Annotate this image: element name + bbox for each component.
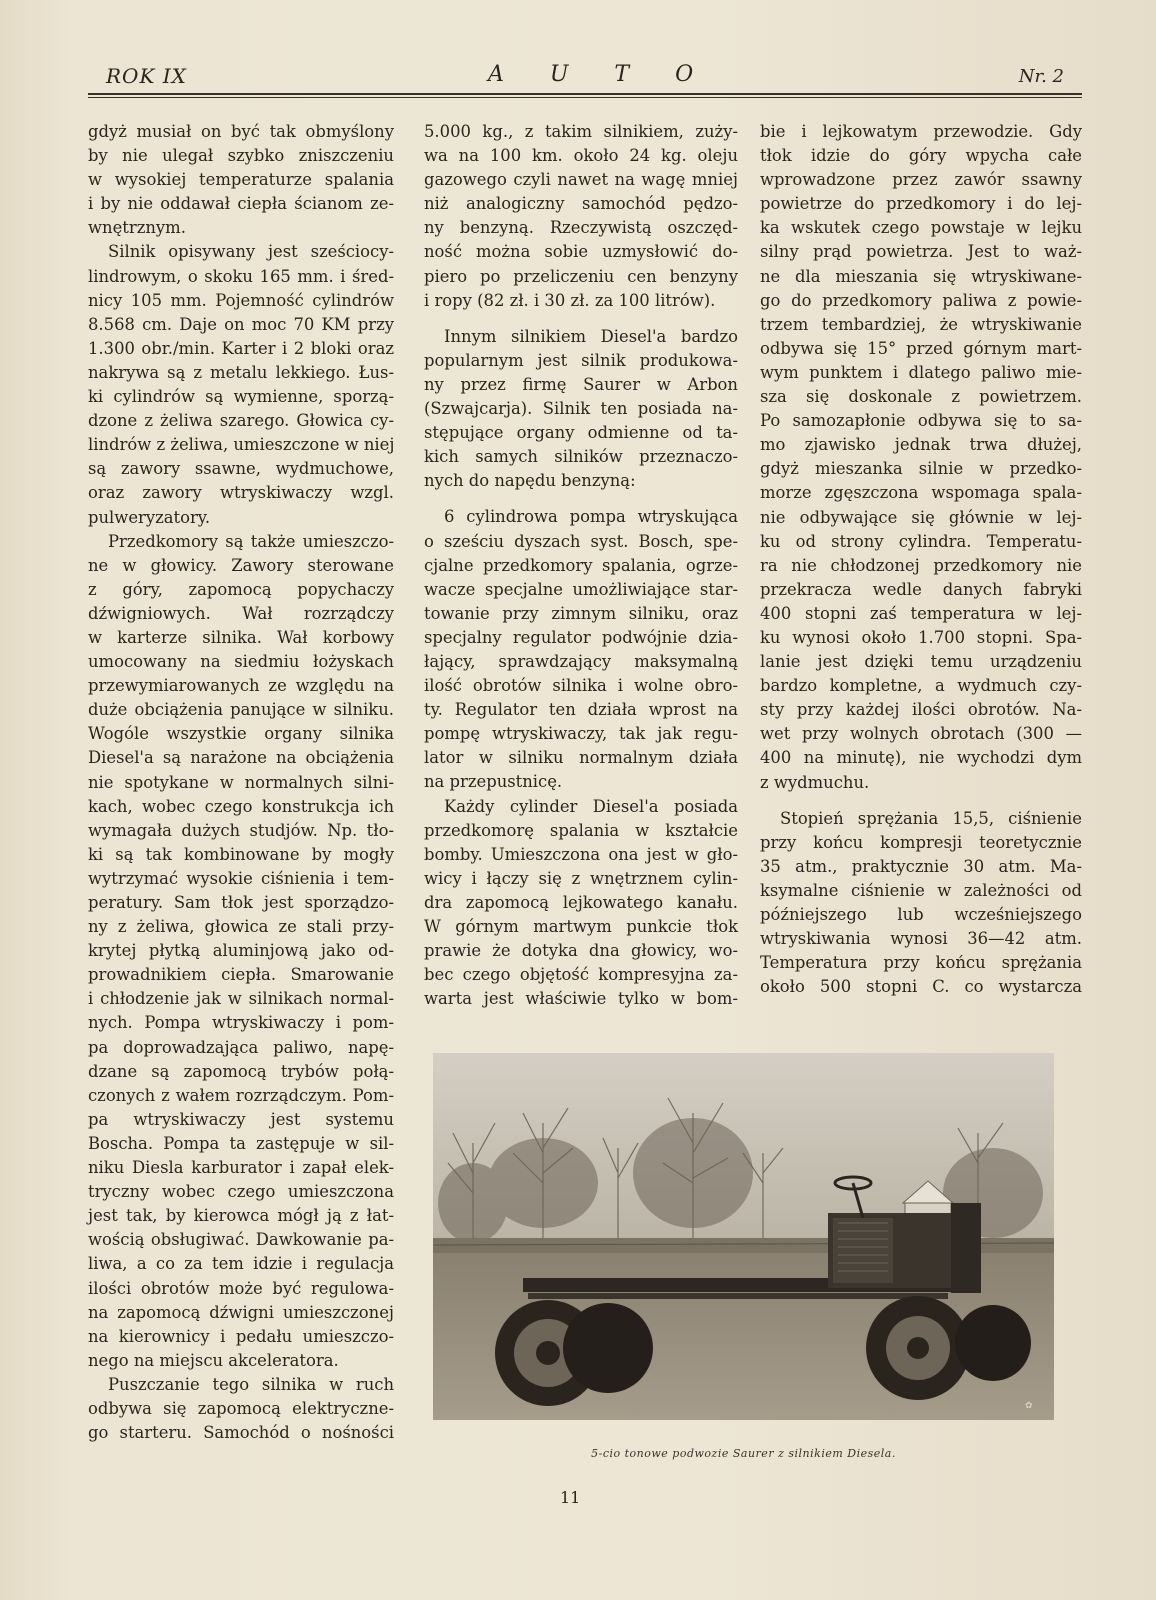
text-line: Wogóle wszystkie organy silnika [88,724,394,744]
text-line: ku wynosi około 1.700 stopni. Spa- [760,627,1082,647]
text-line: odbywa się 15° przed górnym mart- [760,338,1082,358]
text-line: peratury. Sam tłok jest sporządzo- [88,893,394,912]
text-line: ty. Regulator ten działa wprost na [424,700,738,720]
text-line: powietrze do przedkomory i do lej- [760,194,1082,214]
text-line: ilość obrotów silnika i wolne obro- [424,676,738,696]
text-line: wnętrznym. [88,218,186,238]
text-line: ny z żeliwa, głowica ze stali przy- [88,917,394,937]
text-line: Stopień sprężania 15,5, ciśnienie [780,808,1082,828]
photo-caption: 5-cio tonowe podwozie Saurer z silnikiem Diesela. [591,1447,896,1460]
text-line: ilości obrotów może być regulowa- [88,1278,394,1298]
text-line: dzone z żeliwa szarego. Głowica cy- [88,411,394,431]
text-line: z góry, zapomocą popychaczy [88,579,394,599]
text-line: ny przez firmę Saurer w Arbon [424,374,738,394]
text-line: by nie ulegał szybko zniszczeniu [88,146,394,166]
text-line: Przedkomory są także umieszczo- [108,531,394,551]
text-line: czonych z wałem rozrządczym. Pom- [88,1085,394,1105]
text-line: sty przy każdej ilości obrotów. Na- [760,700,1082,720]
text-line: Puszczanie tego silnika w ruch [108,1374,394,1394]
text-line: pompę wtryskiwaczy, tak jak regu- [424,724,738,744]
text-line: Diesel'a są narażone na obciążenia [88,748,394,768]
text-line: piero po przeliczeniu cen benzyny [424,266,738,286]
text-line: 5.000 kg., z takim silnikiem, zuży- [424,122,738,141]
text-line: Po samozapłonie odbywa się to sa- [760,411,1082,431]
text-line: dzane są zapomocą trybów połą- [88,1061,394,1081]
text-line: towanie przy zimnym silniku, oraz [424,603,738,623]
text-line: lindrów z żeliwa, umieszczone w niej [88,435,395,455]
header-rule-thin [88,97,1082,98]
text-line: nych do napędu benzyną: [424,471,636,491]
text-line: na kierownicy i pedału umieszczo- [88,1326,394,1346]
text-line: niku Diesla karburator i zapał elek- [88,1158,394,1178]
volume-label: ROK IX [106,64,187,88]
text-line: pa doprowadzająca paliwo, napę- [88,1037,394,1057]
text-column-3 [760,120,1082,999]
text-line: dra zapomocą lejkowatego kanału. [424,892,738,912]
photo-monogram: ✿ [1025,1401,1033,1411]
text-line: przewymiarowanych ze względu na [88,676,394,696]
text-line: lanie jest dzięki temu urządzeniu [760,652,1082,672]
text-line: stępujące organy odmienne od ta- [424,423,738,443]
text-line: łający, sprawdzający maksymalną [424,651,738,671]
text-line: wtryskiwania wynosi 36—42 atm. [760,929,1082,949]
text-line: o sześciu dyszach syst. Bosch, spe- [424,531,738,551]
text-line: wacze specjalne umożliwiające star- [424,579,738,599]
text-line: krytej płytką aluminjową jako od- [88,941,394,961]
text-line: mo zjawisko jednak trwa dłużej, [760,435,1082,455]
text-line: sza się doskonale z powietrzem. [760,387,1082,407]
text-line: umocowany na siedmiu łożyskach [88,652,394,672]
text-line: wicy i łączy się z wnętrznem cylin- [424,868,738,888]
text-line: 35 atm., praktycznie 30 atm. Ma- [760,856,1082,876]
header-rule [88,93,1082,95]
text-line: Silnik opisywany jest sześciocy- [108,242,394,262]
text-line: dźwigniowych. Wał rozrządczy [88,603,394,623]
text-line: bie i lejkowatym przewodzie. Gdy [760,122,1082,141]
text-line: Temperatura przy końcu sprężania [760,953,1082,973]
text-line: 6 cylindrowa pompa wtryskująca [444,507,738,527]
text-line: kach, wobec czego konstrukcja ich [88,796,394,816]
text-line: 1.300 obr./min. Karter i 2 bloki oraz [88,338,394,358]
text-line: ne w głowicy. Zawory sterowane [88,555,394,575]
text-line: pulweryzatory. [88,507,211,527]
text-line: liwa, a co za tem idzie i regulacja [88,1254,394,1274]
text-line: późniejszego lub wcześniejszego [760,905,1082,924]
text-line: wytrzymać wysokie ciśnienia i tem- [88,868,394,888]
text-line: wością obsługiwać. Dawkowanie pa- [88,1230,394,1250]
text-line: Każdy cylinder Diesel'a posiada [444,796,738,816]
text-line: wym punktem i dlatego paliwo mie- [760,362,1082,382]
text-line: Boscha. Pompa ta zastępuje w sil- [88,1133,394,1153]
text-line [424,493,738,505]
text-line: około 500 stopni C. co wystarcza [760,977,1082,997]
text-line: go do przedkomory paliwa z powie- [760,290,1082,310]
text-line: przy końcu kompresji teoretycznie [760,832,1082,852]
text-line: ki są tak kombinowane by mogły [88,844,394,864]
text-line: niż analogiczny samochód pędzo- [424,194,738,214]
text-line: go starteru. Samochód o nośności [88,1423,394,1443]
text-line: pa wtryskiwaczy jest systemu [88,1109,394,1129]
text-line: nakrywa są z metalu lekkiego. Łus- [88,362,394,382]
text-line: nych. Pompa wtryskiwaczy i pom- [88,1013,394,1033]
text-line: przekracza wedle danych fabryki [760,579,1082,599]
text-line: oraz zawory wtryskiwaczy wzgl. [88,483,394,503]
text-line: ny benzyną. Rzeczywistą oszczęd- [424,218,738,238]
issue-number: Nr. 2 [1018,66,1064,87]
text-line: nie spotykane w normalnych silni- [88,772,394,792]
text-line: i chłodzenie jak w silnikach normal- [88,989,394,1009]
text-line: na zapomocą dźwigni umieszczonej [88,1302,394,1322]
running-header [88,60,1082,94]
text-line: nie odbywające się głównie w lej- [760,507,1082,527]
text-line: trzem tembardziej, że wtryskiwanie [760,314,1082,334]
text-line: silny prąd powietrza. Jest to waż- [760,242,1082,262]
text-line: tryczny wobec czego umieszczona [88,1182,394,1202]
text-line: W górnym martwym punkcie tłok [424,917,738,936]
text-line: wymagała dużych studjów. Np. tło- [88,820,394,840]
text-line: ksymalne ciśnienie w zależności od [760,880,1082,900]
text-line: ne dla mieszania się wtryskiwane- [760,266,1082,286]
text-line: specjalny regulator podwójnie dzia- [424,627,738,647]
text-line [424,313,738,325]
text-line: w wysokiej temperaturze spalania [88,170,394,190]
magazine-title: AUTO [488,62,740,87]
text-line: 8.568 cm. Daje on moc 70 KM przy [88,314,394,334]
text-line: na przepustnicę. [424,772,563,792]
text-line: wprowadzone przez zawór ssawny [760,170,1082,190]
text-line: gdyż musiał on być tak obmyślony [88,122,394,141]
text-line: ku od strony cylindra. Temperatu- [760,531,1082,551]
text-line: lator w silniku normalnym działa [424,748,738,768]
text-line: i by nie oddawał ciepła ścianom ze- [88,194,394,214]
text-line: popularnym jest silnik produkowa- [424,350,738,370]
text-line: prawie że dotyka dna głowicy, wo- [424,941,738,961]
text-line: ra nie chłodzonej przedkomory nie [760,555,1082,575]
text-line: warta jest właściwie tylko w bom- [424,989,738,1009]
text-line: (Szwajcarja). Silnik ten posiada na- [424,399,738,419]
text-line: bomby. Umieszczona ona jest w gło- [424,844,738,864]
text-line: gazowego czyli nawet na wagę mniej [424,170,738,190]
text-line: z wydmuchu. [760,772,870,792]
text-line: ność można sobie uzmysłowić do- [424,242,738,262]
text-line: tłok idzie do góry wpycha całe [760,146,1082,166]
text-line: wa na 100 km. około 24 kg. oleju [424,146,738,166]
text-line: jest tak, by kierowca mógł ją z łat- [88,1206,394,1226]
truck-chassis-photo [433,1053,1054,1420]
text-line: gdyż mieszanka silnie w przedko- [760,459,1082,479]
text-line: i ropy (82 zł. i 30 zł. za 100 litrów). [424,290,716,310]
text-line: nicy 105 mm. Pojemność cylindrów [88,290,394,310]
text-line: nego na miejscu akceleratora. [88,1350,339,1370]
text-line: morze zgęszczona wspomaga spala- [760,483,1082,503]
text-line: prowadnikiem ciepła. Smarowanie [88,965,394,985]
text-line: ki cylindrów są wymienne, sporzą- [88,387,394,407]
text-line: są zawory ssawne, wydmuchowe, [88,459,394,479]
text-line: cjalne przedkomory spalania, ogrze- [424,555,738,575]
text-column-2 [424,120,738,1011]
text-line: kich samych silników przeznaczo- [424,447,738,467]
text-line: bec czego objętość kompresyjna za- [424,965,738,985]
text-line [760,795,1082,807]
text-line: Innym silnikiem Diesel'a bardzo [444,326,738,346]
text-line: odbywa się zapomocą elektryczne- [88,1398,394,1418]
text-line: ka wskutek czego powstaje w lejku [760,218,1082,238]
text-line: 400 na minutę), nie wychodzi dym [760,748,1082,768]
text-line: wet przy wolnych obrotach (300 — [760,724,1082,744]
text-column-1 [88,120,394,1445]
text-line: duże obciążenia panujące w silniku. [88,700,394,720]
text-line: lindrowym, o skoku 165 mm. i śred- [88,266,394,286]
text-line: 400 stopni zaś temperatura w lej- [760,603,1082,623]
text-line: przedkomorę spalania w kształcie [424,820,738,840]
page-number: 11 [560,1488,581,1507]
text-line: bardzo kompletne, a wydmuch czy- [760,676,1082,696]
text-line: w karterze silnika. Wał korbowy [88,627,394,647]
